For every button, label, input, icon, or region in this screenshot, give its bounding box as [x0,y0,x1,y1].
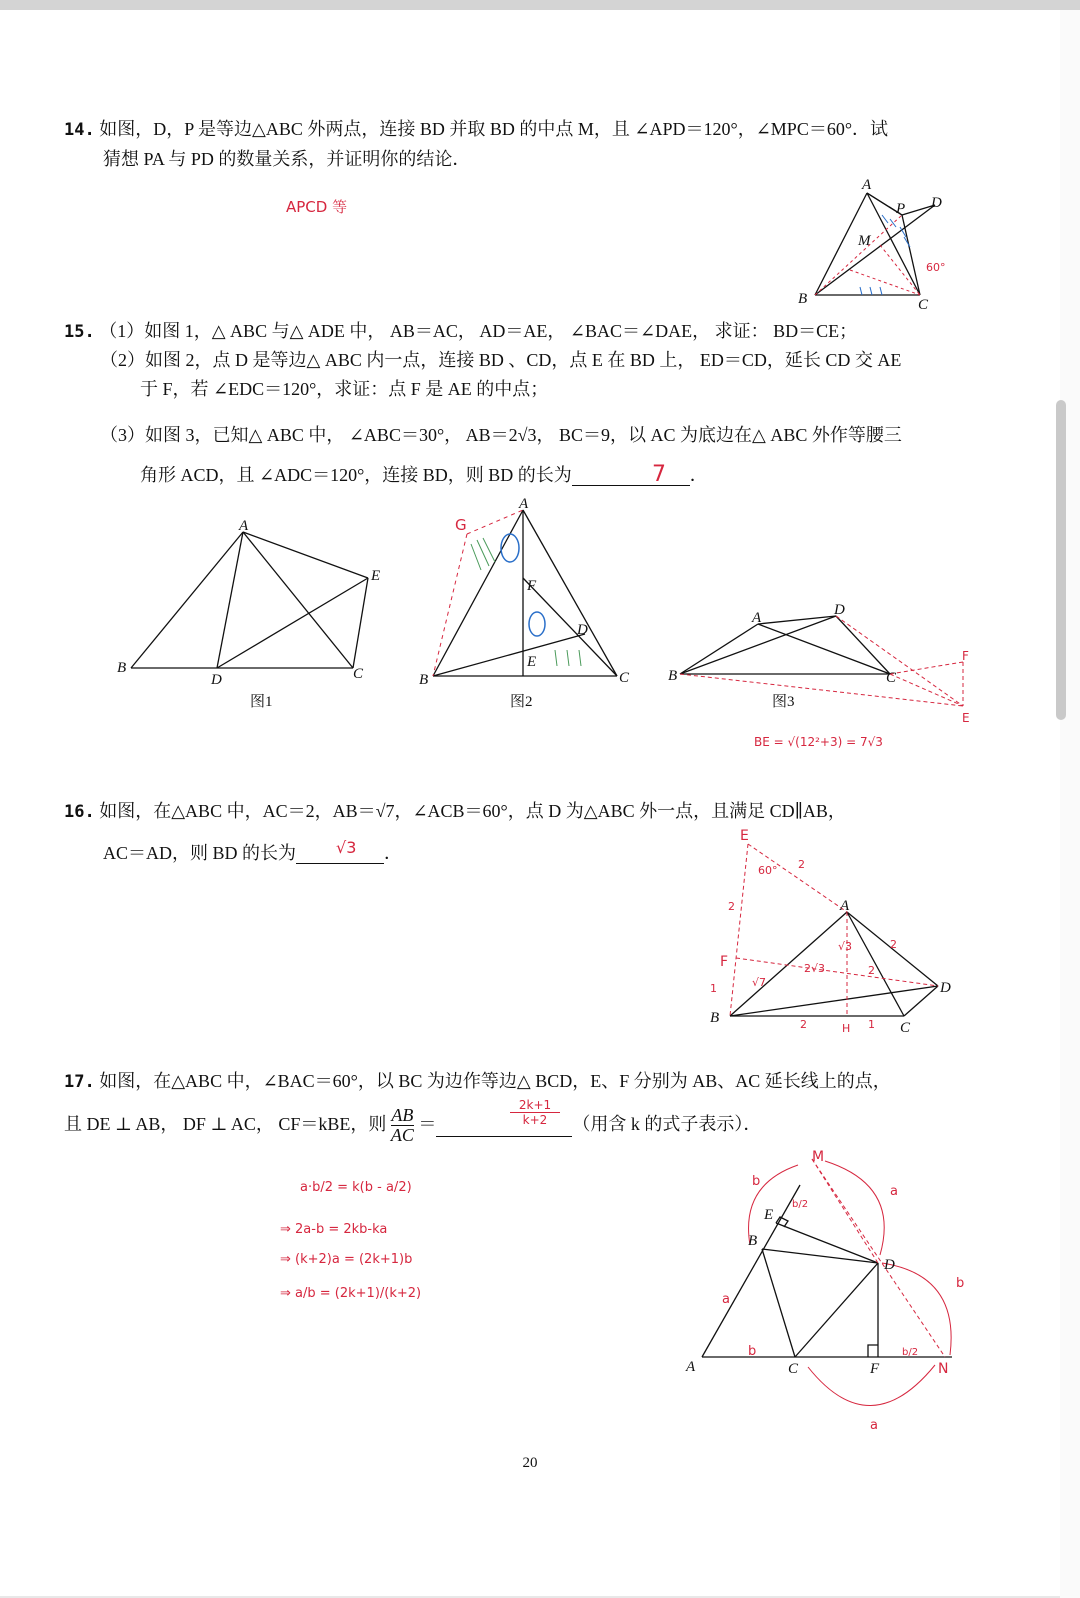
scrollbar-track[interactable] [1060,10,1080,1598]
fig3-caption: 图3 [772,694,795,710]
q16-mark-4: √3 [838,940,853,953]
q14-text1: 如图，D，P 是等边△ABC 外两点，连接 BD 并取 BD 的中点 M，且 ∠APD＝120°，∠MPC＝60°．试 [99,119,889,139]
q15-fig1 [115,518,395,688]
fig2-label-G: G [455,516,467,534]
fig1-label-D: D [211,672,222,688]
q17-work-line-2: ⇒ (k+2)a = (2k+1)b [280,1252,413,1267]
q17-mark-3: b [748,1344,757,1359]
q17-answer [510,1098,560,1127]
q17-work-line-0: a·b/2 = k(b - a/2) [300,1180,412,1195]
q17-answer-bottom: k+2 [522,1113,548,1127]
q16-label-B: B [710,1010,720,1026]
q17-label-A: A [686,1359,696,1375]
q15-line1 [64,320,857,343]
scrollbar-thumb[interactable] [1056,400,1066,720]
fig1-label-B: B [117,660,127,676]
q17-text2: 且 DE ⊥ AB， DF ⊥ AC， CF＝kBE，则 [64,1114,387,1134]
q17-eq: ＝ [418,1114,437,1134]
q16-mark-8: 1 [710,982,717,995]
q14-label-M: M [858,233,871,249]
q15-part2-line2: 于 F，若 ∠EDC＝120°，求证：点 F 是 AE 的中点； [140,379,549,399]
q16-mark-0: 60° [758,864,778,877]
q15-part1: （1）如图 1，△ ABC 与△ ADE 中， AB＝AC， AD＝AE， ∠BAC＝∠DAE， 求证： BD＝CE； [99,321,858,341]
q16-label-H: H [842,1022,851,1035]
q17-number: 17. [64,1072,95,1092]
q16-label-C: C [900,1020,911,1036]
q17-label-C: C [788,1361,799,1377]
q15-part2-line1: （2）如图 2，点 D 是等边△ ABC 内一点，连接 BD 、CD，点 E 在 BD 上， ED＝CD，延长 CD 交 AE [100,350,902,370]
fig2-label-F: F [527,578,537,594]
q14-handwritten-note: APCD 等 [286,198,348,216]
top-bar [0,0,1080,10]
fig1-label-C: C [353,666,364,682]
q17-label-F: F [870,1361,880,1377]
q15-number: 15. [64,322,95,342]
fig2-label-E: E [527,654,537,670]
q17-label-B: B [748,1233,758,1249]
q17-mark-6: b/2 [792,1199,809,1210]
fig3-label-F: F [962,649,969,663]
fig2-label-B: B [419,672,429,688]
q17-mark-4: b [956,1276,965,1291]
fig1-label-E: E [371,568,381,584]
q14-number: 14. [64,120,95,140]
q16-mark-2: 2 [728,900,735,913]
q16-mark-10: 1 [868,1018,875,1031]
q14-line2: 猜想 PA 与 PD 的数量关系，并证明你的结论． [103,149,471,169]
q17-mark-1: a [890,1184,898,1199]
fig2-caption: 图2 [510,694,533,710]
q15-fig3 [668,598,978,728]
q15-answer: 7 [652,462,666,487]
fig2-label-A: A [519,496,529,512]
q16-mark-9: 2 [800,1018,807,1031]
fig3-label-D: D [834,602,845,618]
q14-mark-60: 60° [926,261,946,274]
q15-answer-blank[interactable] [572,467,690,486]
q16-text1: 如图，在△ABC 中，AC＝2，AB＝√7，∠ACB＝60°，点 D 为△ABC 外一点，且满足 CD∥AB， [99,801,846,821]
q17-label-D: D [884,1257,895,1273]
page-number: 20 [522,1455,538,1471]
q17-mark-0: b [752,1174,761,1189]
q17-mark-5: a [870,1418,878,1433]
q16-number: 16. [64,802,95,822]
fig1-label-A: A [239,518,249,534]
q17-frac-top: AB [391,1105,414,1126]
fig3-label-C: C [886,670,897,686]
fig3-handwritten-note: BE = √(12²+3) = 7√3 [754,735,883,749]
q14-label-B: B [798,291,808,307]
q15-part3-line2 [140,464,708,486]
q17-answer-top: 2k+1 [510,1098,560,1113]
q14-label-D: D [931,195,942,211]
fig2-label-D: D [577,622,588,638]
q17-fraction [391,1106,414,1145]
q16-answer: √3 [336,838,357,857]
q14-label-A: A [862,177,872,193]
q16-text2: AC＝AD，则 BD 的长为 [103,843,297,863]
fig3-label-E: E [962,711,970,725]
q15-part3-text: 角形 ACD，且 ∠ADC＝120°，连接 BD，则 BD 的长为 [140,465,572,485]
fig3-label-B: B [668,668,678,684]
q14-figure [790,175,970,315]
q16-mark-1: 2 [798,858,805,871]
q17-mark-2: a [722,1292,730,1307]
q16-line2 [103,842,402,864]
q14-line1 [64,118,888,141]
q17-line2 [64,1102,761,1146]
fig3-label-A: A [752,610,762,626]
q16-label-D: D [940,980,951,996]
q15-part3-line1: （3）如图 3，已知△ ABC 中， ∠ABC＝30°， AB＝2√3， BC＝9，以 AC 为底边在△ ABC 外作等腰三 [100,425,902,445]
q17-work-line-3: ⇒ a/b = (2k+1)/(k+2) [280,1286,422,1301]
q17-mark-7: b/2 [902,1347,919,1358]
q15-period: ． [689,465,708,485]
q16-mark-7: √7 [752,976,767,989]
q17-figure [680,1145,980,1435]
q16-mark-3: 2 [890,938,897,951]
q17-frac-bottom: AC [390,1125,414,1146]
q14-label-C: C [918,297,929,313]
q16-label-F: F [720,954,729,970]
q15-fig2 [415,496,635,690]
fig2-label-C: C [619,670,630,686]
q16-mark-5: 2√3 [804,962,826,975]
fig1-caption: 图1 [250,694,273,710]
q16-figure [700,820,970,1040]
q16-mark-6: 2 [868,964,875,977]
q17-text1: 如图，在△ABC 中，∠BAC＝60°，以 BC 为边作等边△ BCD，E、F 分别为 AB、AC 延长线上的点， [99,1071,891,1091]
q17-label-M: M [812,1149,825,1165]
q17-text3: （用含 k 的式子表示）． [572,1114,762,1134]
q17-label-N: N [938,1361,949,1377]
q17-line1 [64,1070,891,1093]
q16-label-A: A [840,898,850,914]
q14-label-P: P [896,201,906,217]
q16-period: ． [384,843,403,863]
q17-label-E: E [764,1207,774,1223]
q16-label-E: E [740,828,749,844]
q17-work-line-1: ⇒ 2a-b = 2kb-ka [280,1222,388,1237]
